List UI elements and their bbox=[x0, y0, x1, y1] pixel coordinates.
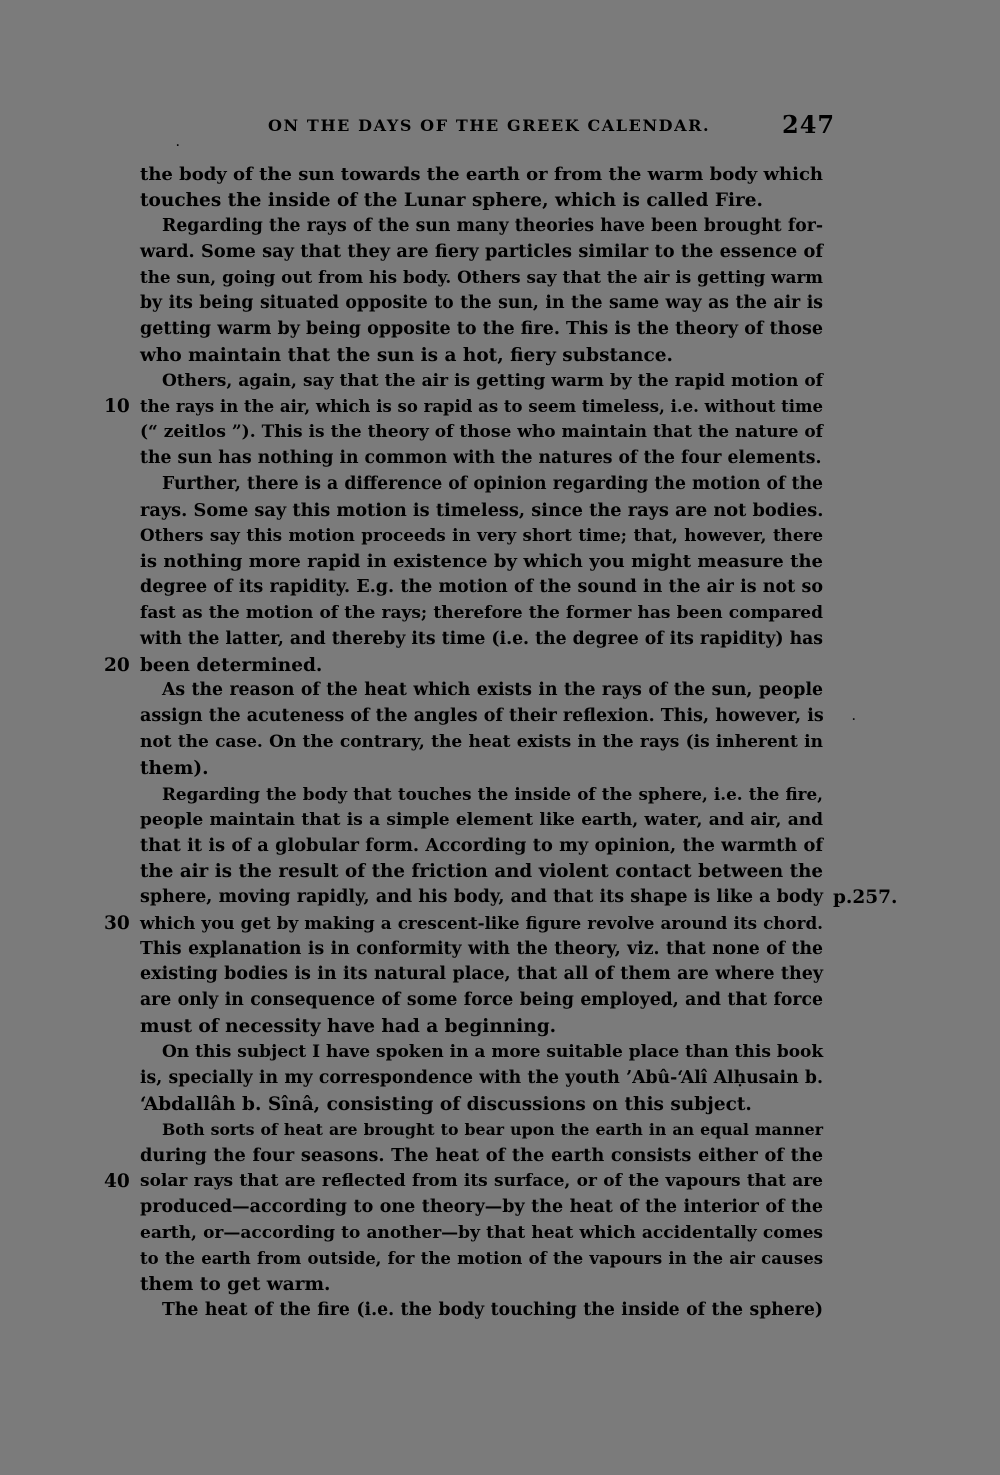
text-line: to the earth from outside, for the motion of the vapours in the air causes bbox=[140, 1249, 823, 1269]
text-line: with the latter, and thereby its time (i.e. the degree of its rapidity) has bbox=[140, 628, 823, 649]
line-number: 30 bbox=[104, 912, 130, 934]
text-line: the sun, going out from his body. Others say that the air is getting warm bbox=[140, 267, 823, 288]
text-line: them). bbox=[140, 757, 209, 779]
text-line: sphere, moving rapidly, and his body, and that its shape is like a body bbox=[140, 886, 823, 907]
page-number: 247 bbox=[782, 110, 836, 139]
text-line: Further, there is a difference of opinion regarding the motion of the bbox=[162, 473, 823, 494]
text-line: must of necessity have had a beginning. bbox=[140, 1016, 557, 1038]
text-line: Others, again, say that the air is getting warm by the rapid motion of bbox=[162, 370, 823, 391]
text-line: is, specially in my correspondence with the youth ’Abû-‘Alî Alḥusain b. bbox=[140, 1067, 823, 1088]
text-line: Regarding the rays of the sun many theories have been brought for- bbox=[162, 215, 823, 236]
text-line: during the four seasons. The heat of the earth consists either of the bbox=[140, 1145, 823, 1167]
text-line: rays. Some say this motion is timeless, since the rays are not bodies. bbox=[140, 499, 824, 521]
text-line: touches the inside of the Lunar sphere, which is called Fire. bbox=[140, 189, 763, 211]
running-title: ON THE DAYS OF THE GREEK CALENDAR. bbox=[268, 116, 711, 135]
text-line: This explanation is in conformity with the theory, viz. that none of the bbox=[140, 938, 823, 959]
text-line: earth, or—according to another—by that heat which accidentally comes bbox=[140, 1222, 823, 1243]
text-line: (“ zeitlos ”). This is the theory of those who maintain that the nature of bbox=[140, 422, 823, 443]
line-number: 20 bbox=[104, 654, 130, 676]
text-line: who maintain that the sun is a hot, fiery substance. bbox=[140, 344, 673, 366]
text-line: the rays in the air, which is so rapid as to seem timeless, i.e. without time bbox=[140, 397, 823, 417]
text-line: On this subject I have spoken in a more suitable place than this book bbox=[162, 1041, 824, 1062]
text-line: is nothing more rapid in existence by which you might measure the bbox=[140, 551, 823, 573]
text-line: ward. Some say that they are fiery particles similar to the essence of bbox=[140, 241, 823, 263]
text-line: assign the acuteness of the angles of their reflexion. This, however, is bbox=[140, 706, 824, 727]
text-line: getting warm by being opposite to the fire. This is the theory of those bbox=[140, 318, 823, 339]
text-line: the sun has nothing in common with the natures of the four elements. bbox=[140, 448, 822, 469]
line-number: 40 bbox=[104, 1170, 130, 1192]
text-line: produced—according to one theory—by the heat of the interior of the bbox=[140, 1196, 823, 1217]
text-line: people maintain that is a simple element like earth, water, and air, and bbox=[140, 809, 823, 830]
text-line: solar rays that are reflected from its surface, or of the vapours that are bbox=[140, 1170, 823, 1191]
text-line: been determined. bbox=[140, 654, 323, 676]
text-line: the air is the result of the friction and violent contact between the bbox=[140, 861, 823, 883]
line-number: 10 bbox=[104, 396, 130, 418]
text-line: As the reason of the heat which exists in the rays of the sun, people bbox=[162, 680, 823, 701]
text-line: Others say this motion proceeds in very short time; that, however, there bbox=[140, 525, 823, 546]
print-speck: . bbox=[176, 138, 180, 149]
text-line: fast as the motion of the rays; therefore the former has been compared bbox=[140, 602, 823, 623]
text-line: Regarding the body that touches the inside of the sphere, i.e. the fire, bbox=[162, 783, 823, 804]
text-line: by its being situated opposite to the sun, in the same way as the air is bbox=[140, 293, 823, 314]
print-speck: . bbox=[852, 712, 856, 723]
text-line: which you get by making a crescent-like figure revolve around its chord. bbox=[140, 912, 823, 933]
margin-page-reference: p.257. bbox=[833, 886, 898, 908]
text-line: are only in consequence of some force being employed, and that force bbox=[140, 990, 823, 1011]
text-line: The heat of the fire (i.e. the body touching the inside of the sphere) bbox=[162, 1300, 823, 1321]
text-line: existing bodies is in its natural place, that all of them are where they bbox=[140, 964, 823, 985]
text-line: that it is of a globular form. According to my opinion, the warmth of bbox=[140, 835, 823, 857]
text-line: ‘Abdallâh b. Sînâ, consisting of discussions on this subject. bbox=[140, 1093, 752, 1115]
text-line: Both sorts of heat are brought to bear upon the earth in an equal manner bbox=[162, 1120, 823, 1140]
text-line: them to get warm. bbox=[140, 1274, 331, 1296]
text-line: degree of its rapidity. E.g. the motion of the sound in the air is not so bbox=[140, 577, 823, 598]
text-line: the body of the sun towards the earth or from the warm body which bbox=[140, 164, 823, 185]
text-line: not the case. On the contrary, the heat exists in the rays (is inherent in bbox=[140, 732, 823, 753]
